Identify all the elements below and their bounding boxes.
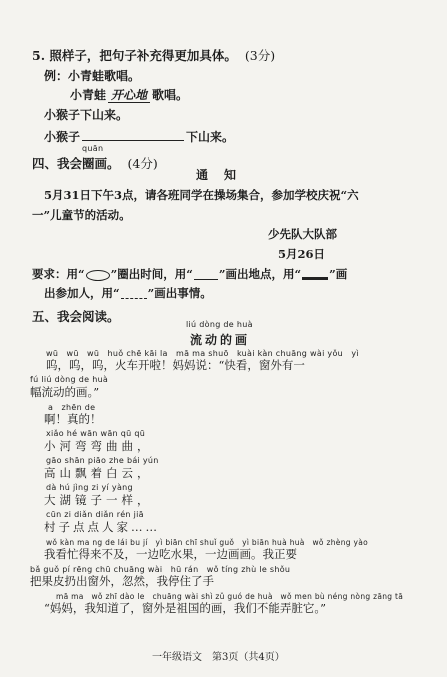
poem-line: 村子点点人家…… [44,520,160,534]
q5-sentence: 小猴子下山来。 [44,108,129,122]
q5-answer-blank[interactable] [82,140,184,141]
poem-title: 流动的画 [190,333,251,347]
poem-line: 我看忙得来不及，一边吃水果，一边画画。我正要 [44,547,297,561]
q5-example-filled: 小青蛙 开心地 歌唱。 [70,88,189,102]
poem-line: 小河弯弯曲曲， [44,439,153,453]
notice-title: 通 知 [196,168,239,182]
section4-requirement-line-2: 出参加人，用“ ”画出事情。 [44,286,212,300]
q5-blank-prefix: 小猴子 [44,130,81,144]
poem-line-pinyin: bǎ guǒ pí rēng chū chuāng wài hū rán wǒ tíng zhù le shǒu [30,565,291,574]
section5-title: 五、我会阅读。 [32,309,120,324]
circle-mark-icon [86,270,110,281]
poem-line: 呜，呜，呜，火车开啦！妈妈说：“快看，窗外有一 [46,358,305,372]
poem-line-pinyin: fú liú dòng de huà [30,375,109,384]
poem-line-pinyin: cūn zi diǎn diǎn rén jiā [46,510,144,519]
section4-requirement-line-1: 要求：用“ ”圈出时间，用“ ”画出地点，用“ ”画 [32,267,348,281]
q5-title: 5. 照样子，把句子补充得更加具体。 (3分) [32,48,276,63]
notice-signature: 少先队大队部 [268,227,337,241]
notice-line-1: 5月31日下午3点，请各班同学在操场集合，参加学校庆祝“六 [44,188,359,202]
poem-title-pinyin: liú dòng de huà [186,320,253,329]
q5-example: 例：小青蛙歌唱。 [44,69,141,83]
section4-title: 四、我会圈画。 (4分) [32,156,158,171]
poem-line-pinyin: a zhēn de [48,403,96,412]
poem-line: 大湖镜子一样， [44,493,153,507]
notice-line-2: 一”儿童节的活动。 [32,208,131,222]
poem-line-pinyin: wǒ kàn ma ng de lái bu jí yì biān chī shuǐ guǒ yì biān huà huà wǒ zhèng yào [46,538,369,547]
poem-line: 幅流动的画。” [30,385,100,399]
poem-line: “妈妈，我知道了，窗外是祖国的画，我们不能弄脏它。” [44,601,327,615]
poem-line: 啊！真的！ [44,412,102,426]
page-footer: 一年级语文 第3页（共4页） [152,652,285,663]
underline-mark-icon [194,271,218,280]
poem-line: 高山飘着白云， [44,466,153,480]
poem-line-pinyin: wū wū wū huǒ chē kāi la mā ma shuō kuài kàn chuāng wài yǒu yì [46,349,359,358]
poem-line: 把果皮扔出窗外，忽然，我停住了手 [30,574,214,588]
poem-line-pinyin: gāo shān piāo zhe bái yún [46,456,159,465]
poem-line-pinyin: xiǎo hé wān wān qū qū [46,429,146,438]
thick-line-mark-icon [302,270,328,280]
q5-example-fill: 开心地 [108,88,150,103]
dashed-line-mark-icon [121,290,147,299]
notice-date: 5月26日 [278,247,326,261]
q5-blank-suffix: 下山来。 [186,130,235,144]
section4-pinyin: quān [82,144,104,153]
poem-line-pinyin: dà hú jìng zi yí yàng [46,483,133,492]
poem-line-pinyin: mā ma wǒ zhī dào le chuāng wài shì zǔ guó de huà wǒ men bù néng nòng zāng tā [56,592,404,601]
